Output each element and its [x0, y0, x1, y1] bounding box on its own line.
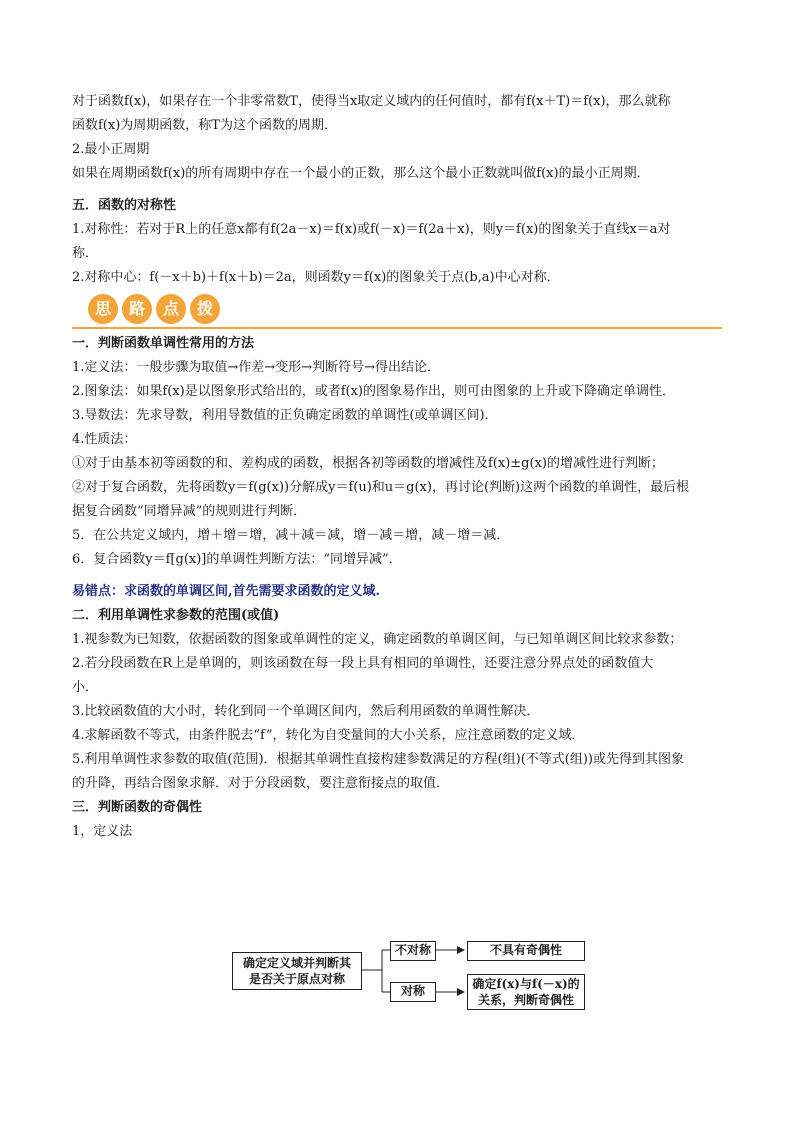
monotonic-item: 据复合函数“同增异减”的规则进行判断．	[72, 504, 307, 519]
params-item: 2.若分段函数在R上是单调的，则该函数在每一段上具有相同的单调性，还要注意分界点处的函数值大	[72, 656, 654, 671]
params-item: 4.求解函数不等式，由条件脱去“f”，转化为自变量间的大小关系，应注意函数的定义域．	[72, 728, 585, 743]
document-page	[72, 90, 722, 844]
flow-branch-no-label: 不对称	[394, 943, 431, 957]
params-item: 小．	[72, 680, 99, 695]
banner-char: 点	[156, 294, 186, 324]
flow-start-line-1: 确定定义域并判断其	[242, 956, 351, 970]
parity-flowchart	[232, 944, 592, 1014]
params-item: 5.利用单调性求参数的取值(范围)．根据其单调性直接构建参数满足的方程(组)(不等式(组))或先得到其图象	[72, 752, 684, 767]
error-tip: 易错点：求函数的单调区间,首先需要求函数的定义域.	[72, 584, 381, 599]
banner-char: 拨	[190, 294, 220, 324]
banner-rule	[72, 327, 722, 329]
banner-char: 路	[122, 294, 152, 324]
monotonic-item: 6．复合函数y＝f[g(x)]的单调性判断方法：“同增异减”．	[72, 552, 402, 567]
monotonic-item: 3.导数法：先求导数，利用导数值的正负确定函数的单调性(或单调区间)．	[72, 408, 498, 423]
params-item: 3.比较函数值的大小时，转化到同一个单调区间内，然后利用函数的单调性解决．	[72, 704, 540, 719]
symmetry-axis-line-1: 1.对称性：若对于R上的任意x都有f(2a－x)＝f(x)或f(－x)＝f(2a＋x)，则y＝f(x)的图象关于直线x＝a对	[72, 222, 671, 237]
monotonic-item: 5．在公共定义域内，增＋增＝增，减＋减＝减，增－减＝增，减－增＝减．	[72, 528, 510, 543]
min-period-title: 2.最小正周期	[72, 142, 150, 157]
symmetry-axis-line-2: 称．	[72, 246, 99, 261]
banner-char: 思	[88, 294, 118, 324]
symmetry-heading: 五．函数的对称性	[72, 198, 177, 213]
flow-branch-yes-label: 对称	[400, 984, 425, 998]
periodic-definition-line-1: 对于函数f(x)，如果存在一个非零常数T，使得当x取定义域内的任何值时，都有f(x＋T)＝f(x)，那么就称	[72, 94, 671, 109]
monotonic-heading: 一．判断函数单调性常用的方法	[72, 336, 255, 351]
parity-subheading: 1，定义法	[72, 824, 133, 839]
params-heading: 二．利用单调性求参数的范围(或值)	[72, 608, 280, 623]
monotonic-item: 4.性质法：	[72, 432, 137, 447]
flow-result-yes-line-1: 确定f(x)与f(－x)的	[472, 977, 580, 991]
min-period-text: 如果在周期函数f(x)的所有周期中存在一个最小的正数，那么这个最小正数就叫做f(x)的最小正周期．	[72, 166, 650, 181]
flow-start-box	[232, 952, 362, 990]
parity-heading: 三．判断函数的奇偶性	[72, 800, 203, 815]
tips-banner	[72, 294, 722, 328]
flow-branch-no-box	[390, 941, 436, 961]
periodic-definition-line-2: 函数f(x)为周期函数，称T为这个函数的周期．	[72, 118, 337, 133]
flow-start-line-2: 是否关于原点对称	[248, 972, 345, 986]
flow-result-yes-box	[467, 974, 585, 1010]
params-item: 的升降，再结合图象求解．对于分段函数，要注意衔接点的取值．	[72, 776, 450, 791]
monotonic-item: ①对于由基本初等函数的和、差构成的函数，根据各初等函数的增减性及f(x)±g(x)的增减性进行判断；	[72, 456, 664, 471]
flow-result-no-box	[467, 941, 585, 961]
symmetry-center: 2.对称中心：f(－x＋b)＋f(x＋b)＝2a，则函数y＝f(x)的图象关于点(b,a)中心对称．	[72, 270, 560, 285]
flow-result-no-label: 不具有奇偶性	[489, 943, 562, 957]
flow-result-yes-line-2: 关系，判断奇偶性	[477, 993, 574, 1007]
monotonic-item: ②对于复合函数，先将函数y＝f(g(x))分解成y＝f(u)和u＝g(x)，再讨论(判断)这两个函数的单调性，最后根	[72, 480, 690, 495]
flow-branch-yes-box	[390, 982, 436, 1002]
monotonic-item: 2.图象法：如果f(x)是以图象形式给出的，或者f(x)的图象易作出，则可由图象的上升或下降确定单调性．	[72, 384, 675, 399]
monotonic-item: 1.定义法：一般步骤为取值→作差→变形→判断符号→得出结论．	[72, 360, 440, 375]
params-item: 1.视参数为已知数，依据函数的图象或单调性的定义，确定函数的单调区间，与已知单调区间比较求参数；	[72, 632, 683, 647]
